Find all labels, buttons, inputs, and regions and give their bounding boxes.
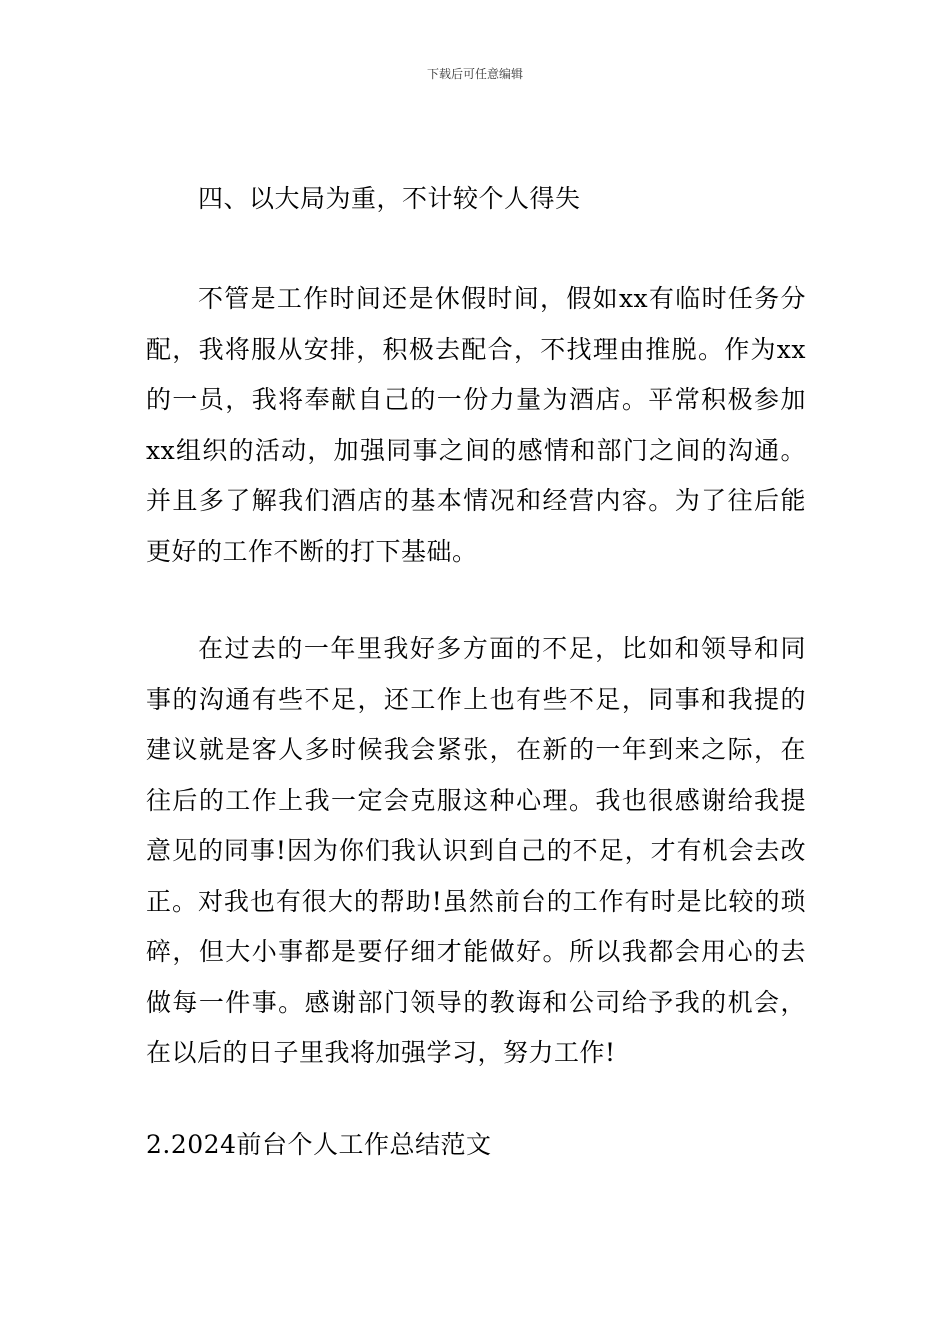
paragraph-2: 在过去的一年里我好多方面的不足，比如和领导和同事的沟通有些不足，还工作上也有些不足，同事和我提的建议就是客人多时候我会紧张，在新的一年到来之际，在往后的工作上我一定会克服这种心理。我也很感谢给我提意见的同事!因为你们我认识到自己的不足，才有机会去改正。对我也有很大的帮助!虽然前台的工作有时是比较的琐碎，但大小事都是要仔细才能做好。所以我都会用心的去做每一件事。感谢部门领导的教诲和公司给予我的机会，在以后的日子里我将加强学习，努力工作! xyxy=(146,634,806,1067)
next-section-title: 2.2024前台个人工作总结范文 xyxy=(146,1130,492,1159)
paragraph-1: 不管是工作时间还是休假时间，假如xx有临时任务分配，我将服从安排，积极去配合，不找理由推脱。作为xx的一员，我将奉献自己的一份力量为酒店。平常积极参加xx组织的活动，加强同事之间的感情和部门之间的沟通。并且多了解我们酒店的基本情况和经营内容。为了往后能更好的工作不断的打下基础。 xyxy=(146,284,806,566)
section-heading: 四、以大局为重，不计较个人得失 xyxy=(198,184,581,213)
page-header-note: 下载后可任意编辑 xyxy=(426,67,523,81)
